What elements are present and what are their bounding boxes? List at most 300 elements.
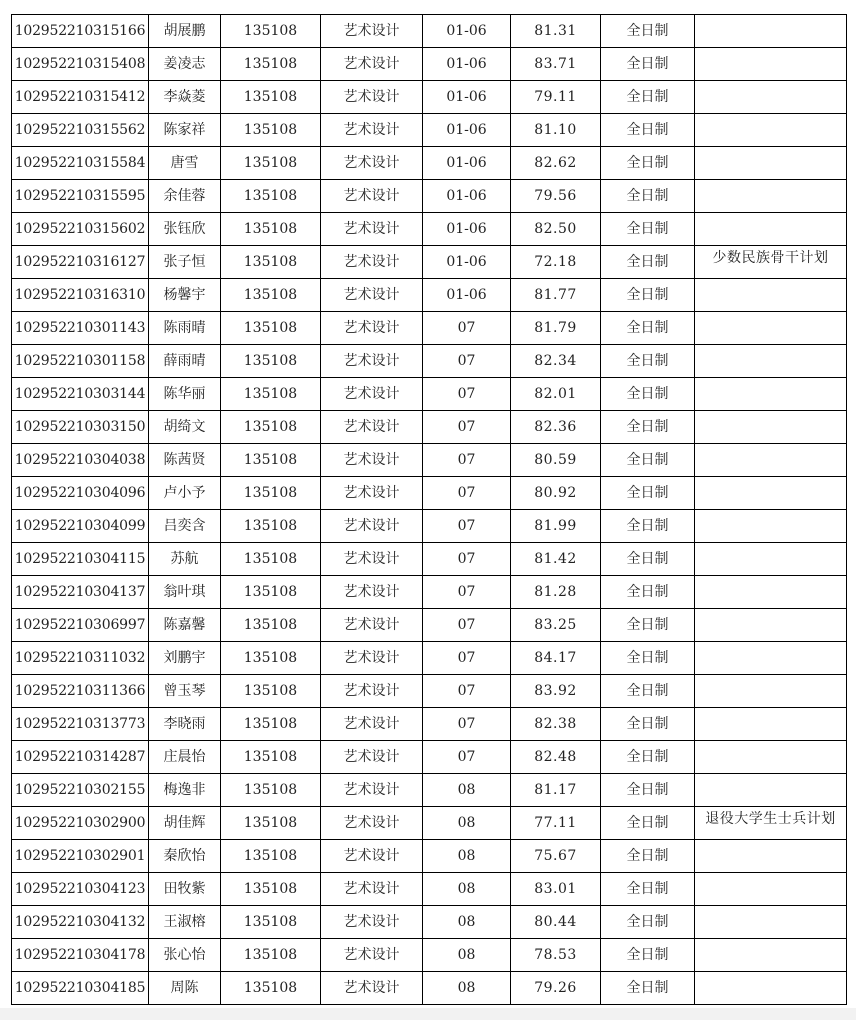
major-name-cell: 艺术设计 xyxy=(321,246,423,279)
remark-text xyxy=(695,609,846,641)
remark-cell xyxy=(695,477,847,510)
table-row xyxy=(12,114,847,147)
name-cell: 胡绮文 xyxy=(149,411,221,444)
research-direction-cell: 08 xyxy=(423,840,511,873)
remark-cell xyxy=(695,345,847,378)
table-row xyxy=(12,411,847,444)
study-mode-cell: 全日制 xyxy=(601,15,695,48)
major-code-cell: 135108 xyxy=(221,873,321,906)
name-cell: 陈嘉馨 xyxy=(149,609,221,642)
name-cell: 刘鹏宇 xyxy=(149,642,221,675)
candidate-id-cell: 102952210302901 xyxy=(12,840,149,873)
major-code-cell: 135108 xyxy=(221,81,321,114)
candidate-id-cell: 102952210315584 xyxy=(12,147,149,180)
major-code-cell: 135108 xyxy=(221,147,321,180)
study-mode-cell: 全日制 xyxy=(601,147,695,180)
major-code-cell: 135108 xyxy=(221,213,321,246)
research-direction-cell: 01-06 xyxy=(423,147,511,180)
table-row xyxy=(12,345,847,378)
research-direction-cell: 08 xyxy=(423,807,511,840)
name-cell: 张子恒 xyxy=(149,246,221,279)
table-body xyxy=(12,15,847,1005)
total-score-cell: 81.31 xyxy=(511,15,601,48)
major-name-cell: 艺术设计 xyxy=(321,81,423,114)
remark-text xyxy=(695,477,846,509)
candidate-id-cell: 102952210304123 xyxy=(12,873,149,906)
remark-text xyxy=(695,906,846,938)
research-direction-cell: 07 xyxy=(423,444,511,477)
remark-text: 退役大学生士兵计划 xyxy=(705,811,836,827)
candidate-id-cell: 102952210311032 xyxy=(12,642,149,675)
major-code-cell: 135108 xyxy=(221,708,321,741)
research-direction-cell: 01-06 xyxy=(423,81,511,114)
major-code-cell: 135108 xyxy=(221,774,321,807)
remark-text xyxy=(695,213,846,245)
name-cell: 薛雨晴 xyxy=(149,345,221,378)
table-row xyxy=(12,279,847,312)
candidate-id-cell: 102952210306997 xyxy=(12,609,149,642)
name-cell: 秦欣怡 xyxy=(149,840,221,873)
candidate-id-cell: 102952210304137 xyxy=(12,576,149,609)
total-score-cell: 80.59 xyxy=(511,444,601,477)
total-score-cell: 81.28 xyxy=(511,576,601,609)
study-mode-cell: 全日制 xyxy=(601,180,695,213)
total-score-cell: 79.56 xyxy=(511,180,601,213)
research-direction-cell: 08 xyxy=(423,906,511,939)
table-row xyxy=(12,972,847,1005)
remark-text xyxy=(695,675,846,707)
major-name-cell: 艺术设计 xyxy=(321,114,423,147)
table-row xyxy=(12,906,847,939)
remark-text xyxy=(695,642,846,674)
name-cell: 胡佳辉 xyxy=(149,807,221,840)
total-score-cell: 82.62 xyxy=(511,147,601,180)
candidate-id-cell: 102952210315595 xyxy=(12,180,149,213)
remark-cell xyxy=(695,246,847,279)
remark-cell xyxy=(695,609,847,642)
candidate-id-cell: 102952210302900 xyxy=(12,807,149,840)
major-name-cell: 艺术设计 xyxy=(321,180,423,213)
name-cell: 张心怡 xyxy=(149,939,221,972)
study-mode-cell: 全日制 xyxy=(601,48,695,81)
remark-cell xyxy=(695,807,847,840)
study-mode-cell: 全日制 xyxy=(601,675,695,708)
research-direction-cell: 07 xyxy=(423,741,511,774)
study-mode-cell: 全日制 xyxy=(601,708,695,741)
table-row xyxy=(12,741,847,774)
remark-cell xyxy=(695,543,847,576)
major-code-cell: 135108 xyxy=(221,939,321,972)
research-direction-cell: 07 xyxy=(423,411,511,444)
major-name-cell: 艺术设计 xyxy=(321,444,423,477)
major-code-cell: 135108 xyxy=(221,477,321,510)
table-row xyxy=(12,147,847,180)
table-row xyxy=(12,378,847,411)
table-row xyxy=(12,48,847,81)
remark-cell xyxy=(695,312,847,345)
table-row xyxy=(12,774,847,807)
candidate-id-cell: 102952210301143 xyxy=(12,312,149,345)
total-score-cell: 75.67 xyxy=(511,840,601,873)
research-direction-cell: 08 xyxy=(423,972,511,1005)
total-score-cell: 79.26 xyxy=(511,972,601,1005)
total-score-cell: 82.36 xyxy=(511,411,601,444)
major-name-cell: 艺术设计 xyxy=(321,807,423,840)
table-row xyxy=(12,609,847,642)
candidate-id-cell: 102952210304038 xyxy=(12,444,149,477)
major-name-cell: 艺术设计 xyxy=(321,378,423,411)
remark-cell xyxy=(695,279,847,312)
major-name-cell: 艺术设计 xyxy=(321,939,423,972)
remark-text xyxy=(695,180,846,212)
research-direction-cell: 01-06 xyxy=(423,279,511,312)
candidate-id-cell: 102952210315562 xyxy=(12,114,149,147)
major-name-cell: 艺术设计 xyxy=(321,741,423,774)
total-score-cell: 79.11 xyxy=(511,81,601,114)
study-mode-cell: 全日制 xyxy=(601,741,695,774)
remark-cell xyxy=(695,873,847,906)
candidate-id-cell: 102952210316310 xyxy=(12,279,149,312)
study-mode-cell: 全日制 xyxy=(601,213,695,246)
candidate-id-cell: 102952210313773 xyxy=(12,708,149,741)
total-score-cell: 82.34 xyxy=(511,345,601,378)
remark-text xyxy=(695,411,846,443)
study-mode-cell: 全日制 xyxy=(601,873,695,906)
major-name-cell: 艺术设计 xyxy=(321,708,423,741)
name-cell: 曾玉琴 xyxy=(149,675,221,708)
major-name-cell: 艺术设计 xyxy=(321,411,423,444)
major-name-cell: 艺术设计 xyxy=(321,510,423,543)
total-score-cell: 83.71 xyxy=(511,48,601,81)
study-mode-cell: 全日制 xyxy=(601,81,695,114)
study-mode-cell: 全日制 xyxy=(601,972,695,1005)
table-row xyxy=(12,213,847,246)
remark-text xyxy=(695,873,846,905)
name-cell: 陈家祥 xyxy=(149,114,221,147)
major-code-cell: 135108 xyxy=(221,840,321,873)
name-cell: 张钰欣 xyxy=(149,213,221,246)
name-cell: 陈茜贤 xyxy=(149,444,221,477)
remark-text xyxy=(695,708,846,740)
total-score-cell: 80.44 xyxy=(511,906,601,939)
remark-text xyxy=(695,444,846,476)
total-score-cell: 82.01 xyxy=(511,378,601,411)
remark-cell xyxy=(695,939,847,972)
research-direction-cell: 07 xyxy=(423,345,511,378)
research-direction-cell: 07 xyxy=(423,576,511,609)
research-direction-cell: 07 xyxy=(423,477,511,510)
remark-text xyxy=(695,939,846,971)
major-name-cell: 艺术设计 xyxy=(321,774,423,807)
remark-text xyxy=(695,972,846,1004)
remark-text xyxy=(695,15,846,47)
remark-cell xyxy=(695,213,847,246)
remark-text xyxy=(695,543,846,575)
research-direction-cell: 07 xyxy=(423,510,511,543)
table-row xyxy=(12,939,847,972)
research-direction-cell: 07 xyxy=(423,543,511,576)
remark-text xyxy=(695,840,846,872)
name-cell: 翁叶琪 xyxy=(149,576,221,609)
major-code-cell: 135108 xyxy=(221,444,321,477)
remark-text xyxy=(695,378,846,410)
major-name-cell: 艺术设计 xyxy=(321,576,423,609)
study-mode-cell: 全日制 xyxy=(601,444,695,477)
total-score-cell: 81.79 xyxy=(511,312,601,345)
study-mode-cell: 全日制 xyxy=(601,246,695,279)
study-mode-cell: 全日制 xyxy=(601,642,695,675)
research-direction-cell: 07 xyxy=(423,378,511,411)
candidate-id-cell: 102952210316127 xyxy=(12,246,149,279)
name-cell: 陈华丽 xyxy=(149,378,221,411)
name-cell: 吕奕含 xyxy=(149,510,221,543)
major-code-cell: 135108 xyxy=(221,609,321,642)
major-name-cell: 艺术设计 xyxy=(321,15,423,48)
major-name-cell: 艺术设计 xyxy=(321,543,423,576)
name-cell: 梅逸非 xyxy=(149,774,221,807)
name-cell: 李晓雨 xyxy=(149,708,221,741)
total-score-cell: 78.53 xyxy=(511,939,601,972)
candidate-id-cell: 102952210302155 xyxy=(12,774,149,807)
remark-cell xyxy=(695,81,847,114)
research-direction-cell: 01-06 xyxy=(423,180,511,213)
major-name-cell: 艺术设计 xyxy=(321,873,423,906)
candidate-id-cell: 102952210315412 xyxy=(12,81,149,114)
major-code-cell: 135108 xyxy=(221,510,321,543)
candidate-id-cell: 102952210304132 xyxy=(12,906,149,939)
candidate-id-cell: 102952210304115 xyxy=(12,543,149,576)
major-code-cell: 135108 xyxy=(221,114,321,147)
major-code-cell: 135108 xyxy=(221,279,321,312)
major-code-cell: 135108 xyxy=(221,675,321,708)
total-score-cell: 82.48 xyxy=(511,741,601,774)
table-row xyxy=(12,15,847,48)
major-name-cell: 艺术设计 xyxy=(321,213,423,246)
name-cell: 杨馨宇 xyxy=(149,279,221,312)
total-score-cell: 80.92 xyxy=(511,477,601,510)
remark-text xyxy=(695,774,846,806)
name-cell: 卢小予 xyxy=(149,477,221,510)
research-direction-cell: 01-06 xyxy=(423,114,511,147)
name-cell: 田牧紫 xyxy=(149,873,221,906)
major-code-cell: 135108 xyxy=(221,807,321,840)
candidate-id-cell: 102952210304178 xyxy=(12,939,149,972)
remark-cell xyxy=(695,741,847,774)
name-cell: 周陈 xyxy=(149,972,221,1005)
name-cell: 王淑榕 xyxy=(149,906,221,939)
major-code-cell: 135108 xyxy=(221,642,321,675)
remark-text xyxy=(695,147,846,179)
name-cell: 胡展鹏 xyxy=(149,15,221,48)
candidate-id-cell: 102952210304185 xyxy=(12,972,149,1005)
candidate-id-cell: 102952210303150 xyxy=(12,411,149,444)
total-score-cell: 81.42 xyxy=(511,543,601,576)
major-code-cell: 135108 xyxy=(221,378,321,411)
research-direction-cell: 01-06 xyxy=(423,48,511,81)
candidate-id-cell: 102952210301158 xyxy=(12,345,149,378)
remark-cell xyxy=(695,906,847,939)
research-direction-cell: 01-06 xyxy=(423,15,511,48)
remark-cell xyxy=(695,510,847,543)
remark-text xyxy=(695,576,846,608)
major-code-cell: 135108 xyxy=(221,180,321,213)
candidate-id-cell: 102952210315408 xyxy=(12,48,149,81)
major-name-cell: 艺术设计 xyxy=(321,972,423,1005)
major-name-cell: 艺术设计 xyxy=(321,642,423,675)
major-code-cell: 135108 xyxy=(221,906,321,939)
study-mode-cell: 全日制 xyxy=(601,312,695,345)
table-row xyxy=(12,840,847,873)
total-score-cell: 82.38 xyxy=(511,708,601,741)
candidate-id-cell: 102952210304096 xyxy=(12,477,149,510)
table-row xyxy=(12,312,847,345)
remark-text xyxy=(695,114,846,146)
research-direction-cell: 07 xyxy=(423,609,511,642)
research-direction-cell: 08 xyxy=(423,774,511,807)
major-code-cell: 135108 xyxy=(221,312,321,345)
remark-cell xyxy=(695,642,847,675)
study-mode-cell: 全日制 xyxy=(601,609,695,642)
candidate-id-cell: 102952210315166 xyxy=(12,15,149,48)
major-code-cell: 135108 xyxy=(221,576,321,609)
remark-text xyxy=(695,312,846,344)
total-score-cell: 81.77 xyxy=(511,279,601,312)
major-name-cell: 艺术设计 xyxy=(321,48,423,81)
table-row xyxy=(12,180,847,213)
major-name-cell: 艺术设计 xyxy=(321,279,423,312)
major-code-cell: 135108 xyxy=(221,15,321,48)
research-direction-cell: 01-06 xyxy=(423,213,511,246)
admission-roster-table xyxy=(11,14,847,1005)
total-score-cell: 82.50 xyxy=(511,213,601,246)
remark-cell xyxy=(695,180,847,213)
name-cell: 苏航 xyxy=(149,543,221,576)
total-score-cell: 81.17 xyxy=(511,774,601,807)
name-cell: 余佳蓉 xyxy=(149,180,221,213)
name-cell: 李焱菱 xyxy=(149,81,221,114)
remark-cell xyxy=(695,675,847,708)
study-mode-cell: 全日制 xyxy=(601,840,695,873)
total-score-cell: 83.01 xyxy=(511,873,601,906)
total-score-cell: 72.18 xyxy=(511,246,601,279)
research-direction-cell: 08 xyxy=(423,939,511,972)
remark-cell xyxy=(695,147,847,180)
table-row xyxy=(12,642,847,675)
table-row xyxy=(12,510,847,543)
name-cell: 陈雨晴 xyxy=(149,312,221,345)
total-score-cell: 77.11 xyxy=(511,807,601,840)
candidate-id-cell: 102952210315602 xyxy=(12,213,149,246)
remark-cell xyxy=(695,378,847,411)
table-row xyxy=(12,477,847,510)
total-score-cell: 81.10 xyxy=(511,114,601,147)
name-cell: 庄晨怡 xyxy=(149,741,221,774)
remark-text xyxy=(695,510,846,542)
research-direction-cell: 01-06 xyxy=(423,246,511,279)
name-cell: 姜凌志 xyxy=(149,48,221,81)
total-score-cell: 84.17 xyxy=(511,642,601,675)
remark-cell xyxy=(695,972,847,1005)
table-row xyxy=(12,444,847,477)
major-code-cell: 135108 xyxy=(221,246,321,279)
table-row xyxy=(12,576,847,609)
study-mode-cell: 全日制 xyxy=(601,510,695,543)
major-name-cell: 艺术设计 xyxy=(321,477,423,510)
name-cell: 唐雪 xyxy=(149,147,221,180)
major-name-cell: 艺术设计 xyxy=(321,840,423,873)
study-mode-cell: 全日制 xyxy=(601,939,695,972)
study-mode-cell: 全日制 xyxy=(601,114,695,147)
major-name-cell: 艺术设计 xyxy=(321,609,423,642)
study-mode-cell: 全日制 xyxy=(601,411,695,444)
major-code-cell: 135108 xyxy=(221,741,321,774)
remark-cell xyxy=(695,840,847,873)
candidate-id-cell: 102952210304099 xyxy=(12,510,149,543)
major-name-cell: 艺术设计 xyxy=(321,312,423,345)
remark-text xyxy=(695,279,846,311)
major-name-cell: 艺术设计 xyxy=(321,147,423,180)
study-mode-cell: 全日制 xyxy=(601,345,695,378)
major-name-cell: 艺术设计 xyxy=(321,906,423,939)
remark-text xyxy=(695,48,846,80)
study-mode-cell: 全日制 xyxy=(601,774,695,807)
research-direction-cell: 07 xyxy=(423,675,511,708)
remark-text xyxy=(695,741,846,773)
table-row xyxy=(12,675,847,708)
total-score-cell: 83.92 xyxy=(511,675,601,708)
remark-cell xyxy=(695,444,847,477)
major-name-cell: 艺术设计 xyxy=(321,345,423,378)
study-mode-cell: 全日制 xyxy=(601,906,695,939)
remark-text xyxy=(695,345,846,377)
remark-cell xyxy=(695,708,847,741)
remark-cell xyxy=(695,774,847,807)
research-direction-cell: 07 xyxy=(423,708,511,741)
major-name-cell: 艺术设计 xyxy=(321,675,423,708)
table-row xyxy=(12,81,847,114)
remark-cell xyxy=(695,576,847,609)
study-mode-cell: 全日制 xyxy=(601,576,695,609)
remark-text: 少数民族骨干计划 xyxy=(712,250,829,266)
major-code-cell: 135108 xyxy=(221,345,321,378)
total-score-cell: 83.25 xyxy=(511,609,601,642)
remark-cell xyxy=(695,48,847,81)
major-code-cell: 135108 xyxy=(221,972,321,1005)
remark-text xyxy=(695,81,846,113)
candidate-id-cell: 102952210314287 xyxy=(12,741,149,774)
remark-cell xyxy=(695,411,847,444)
study-mode-cell: 全日制 xyxy=(601,477,695,510)
research-direction-cell: 07 xyxy=(423,642,511,675)
total-score-cell: 81.99 xyxy=(511,510,601,543)
candidate-id-cell: 102952210303144 xyxy=(12,378,149,411)
major-code-cell: 135108 xyxy=(221,411,321,444)
table-row xyxy=(12,708,847,741)
table-row xyxy=(12,543,847,576)
study-mode-cell: 全日制 xyxy=(601,807,695,840)
major-code-cell: 135108 xyxy=(221,543,321,576)
remark-cell xyxy=(695,114,847,147)
research-direction-cell: 07 xyxy=(423,312,511,345)
table-row xyxy=(12,246,847,279)
table-row xyxy=(12,807,847,840)
research-direction-cell: 08 xyxy=(423,873,511,906)
major-code-cell: 135108 xyxy=(221,48,321,81)
study-mode-cell: 全日制 xyxy=(601,378,695,411)
remark-cell xyxy=(695,15,847,48)
study-mode-cell: 全日制 xyxy=(601,279,695,312)
study-mode-cell: 全日制 xyxy=(601,543,695,576)
